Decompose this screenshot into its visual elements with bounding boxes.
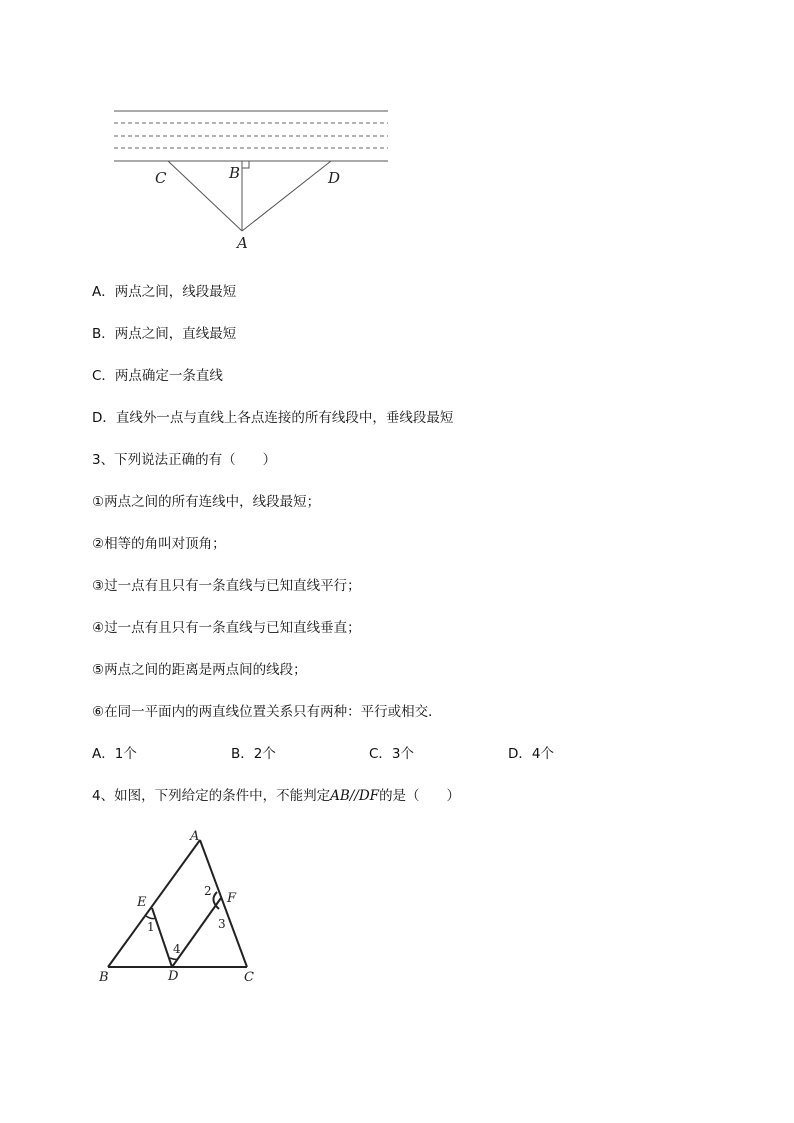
- segment-AC: [200, 840, 247, 967]
- q2-option-a: A．两点之间，线段最短: [92, 284, 237, 300]
- q3-option-c: C．3个: [369, 746, 415, 762]
- label-F: F: [227, 891, 237, 906]
- label-D: D: [328, 169, 341, 187]
- segment-DF: [172, 898, 221, 967]
- figure-triangle-abc: [95, 825, 270, 990]
- q2-option-d: D．直线外一点与直线上各点连接的所有线段中，垂线段最短: [92, 410, 454, 426]
- angle-label-1: 1: [147, 920, 155, 934]
- q3-stem: 3、下列说法正确的有（ ）: [92, 452, 277, 468]
- segment-AD: [242, 161, 331, 231]
- angle-label-3: 3: [218, 917, 226, 931]
- q3-statement-5: ⑤两点之间的距离是两点间的线段；: [92, 662, 307, 678]
- label-A: A: [237, 234, 248, 252]
- q3-statement-6: ⑥在同一平面内的两直线位置关系只有两种：平行或相交．: [92, 704, 442, 720]
- q3-option-d: D．4个: [508, 746, 554, 762]
- q3-option-a: A．1个: [92, 746, 137, 762]
- q2-option-b: B．两点之间，直线最短: [92, 326, 237, 342]
- q4-stem-tail: 的是（ ）: [379, 788, 461, 804]
- angle-label-4: 4: [173, 942, 181, 956]
- q4-stem-math: AB//DF: [330, 788, 380, 804]
- q4-stem-text: 4、如图，下列给定的条件中，不能判定: [92, 788, 331, 804]
- angle-4-arc: [170, 958, 178, 959]
- right-angle-mark: [242, 161, 249, 168]
- q3-statement-4: ④过一点有且只有一条直线与已知直线垂直；: [92, 620, 361, 636]
- q3-statement-1: ①两点之间的所有连线中，线段最短；: [92, 494, 321, 510]
- q3-statement-2: ②相等的角叫对顶角；: [92, 536, 226, 552]
- label-D: D: [168, 969, 179, 984]
- q4-stem: [92, 787, 460, 805]
- figure-river-perpendicular: [100, 100, 400, 260]
- label-A: A: [190, 829, 200, 844]
- q3-option-b: B．2个: [231, 746, 276, 762]
- label-B: B: [229, 164, 241, 182]
- q2-option-c: C．两点确定一条直线: [92, 368, 223, 384]
- label-C: C: [244, 970, 254, 985]
- segment-ED: [152, 908, 172, 967]
- q3-statement-3: ③过一点有且只有一条直线与已知直线平行；: [92, 578, 361, 594]
- label-B: B: [99, 970, 109, 985]
- label-C: C: [155, 169, 167, 187]
- label-E: E: [137, 895, 147, 910]
- angle-label-2: 2: [204, 884, 212, 898]
